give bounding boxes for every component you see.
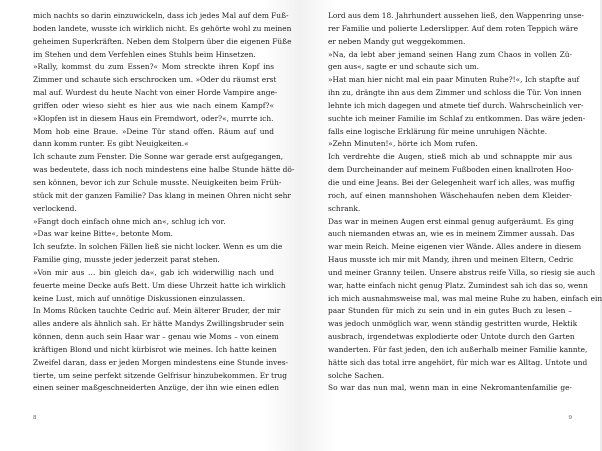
text-line: kräftigen Blond und nicht kürbisrot wie meines. Ich hatte keinen	[33, 344, 277, 354]
text-line: Ich verdrehte die Augen, stieß mich ab und schnappte mir aus	[328, 152, 572, 162]
text-line: was jedoch unmöglich war, wenn ständig gestritten wurde, Hektik	[328, 319, 578, 329]
text-line: keine Lust, mich auf unnötige Diskussionen einzulassen.	[33, 293, 246, 303]
text-line: »Fangt doch einfach ohne mich an«, schlug ich vor.	[33, 216, 226, 226]
right-page	[300, 0, 600, 451]
text-line: »Na, da lebt aber jemand seinen Hang zum Chaos in vollen Zü-	[328, 49, 572, 59]
text-line: ihn zu, drängte ihn aus dem Zimmer und schloss die Tür. Von innen	[328, 88, 582, 98]
text-line: ausbrach, irgendetwas explodierte oder Untote durch den Garten	[328, 332, 575, 342]
text-line: »Von mir aus … bin gleich da«, gab ich widerwillig nach und	[33, 267, 274, 277]
text-line: »Hat man hier nicht mal ein paar Minuten Ruhe?!«, Ich stapfte auf	[328, 75, 580, 85]
text-line: schrank.	[328, 203, 361, 213]
text-line: falls eine logische Erklärung für meine unruhigen Nächte.	[328, 126, 548, 136]
text-line: wanderten. Für fast jeden, den ich außerhalb meiner Familie kannte,	[328, 344, 588, 354]
text-line: Zweifel daran, dass er jeden Morgen mindestens eine Stunde inves-	[33, 357, 288, 367]
text-line: In Moms Rücken tauchte Cedric auf. Mein älterer Bruder, der mir	[33, 306, 281, 316]
text-line: alles andere als ähnlich sah. Er hätte Mandys Zwillingsbruder sein	[33, 319, 285, 329]
text-line: »Zehn Minuten!«, hörte ich Mom rufen.	[328, 139, 478, 149]
text-line: griffen oder wieso sieht es hier aus wie nach einem Kampf?«	[33, 100, 274, 110]
text-line: können, denn auch sein Haar war – genau wie Moms – von einem	[33, 332, 279, 342]
left-page-text	[33, 10, 295, 395]
text-line: war mein Reich. Meine eigenen vier Wände. Alles andere in diesem	[328, 242, 582, 252]
text-line: suchte ich meiner Familie im Schlaf zu entkommen. Das wäre jeden-	[328, 113, 586, 123]
text-line: boden landete, wusste ich wirklich nicht. Es gehörte wohl zu meinen	[33, 23, 292, 33]
text-line: Das war in meinen Augen erst einmal genug aufgeräumt. Es ging	[328, 216, 574, 226]
text-line: Lord aus dem 18. Jahrhundert aussehen ließ, den Wappenring unse-	[328, 11, 584, 20]
text-line: Ich schaute zum Fenster. Die Sonne war gerade erst aufgegangen,	[33, 152, 284, 162]
text-line: paar Stunden für mich zu sein und in ein gutes Buch zu lesen –	[328, 306, 572, 316]
text-line: stück mit der ganzen Familie? Das klang in meinen Ohren nicht sehr	[33, 190, 291, 200]
text-line: die und eine Jeans. Bei der Gelegenheit warf ich alles, was mufﬁg	[328, 177, 575, 187]
right-page-text	[328, 10, 602, 395]
text-line: was bedeutete, dass ich noch mindestens eine halbe Stunde hätte dö-	[33, 165, 295, 175]
text-line: hätte sich das total irre angehört, für mich war es Alltag. Untote und	[328, 357, 588, 367]
text-line: »Das war keine Bitte«, betonte Mom.	[33, 229, 173, 239]
text-line: gen aus«, sagte er und schaute sich um.	[328, 62, 479, 72]
text-line: Mom hob eine Braue. »Deine Tür stand offen. Räum auf und	[33, 126, 274, 136]
left-page	[0, 0, 300, 451]
left-page-number: 8	[33, 415, 37, 421]
text-line: »Rally, kommst du zum Essen?« Mom streckte ihren Kopf ins	[33, 62, 274, 72]
text-line: »Klopfen ist in diesem Haus ein Fremdwort, oder?«, murrte ich.	[33, 113, 274, 123]
text-line: lehnte ich mich dagegen und atmete tief durch. Wahrscheinlich ver-	[328, 100, 584, 110]
text-line: war, hatte einfach nicht genug Platz. Zumindest sah ich das so, wenn	[328, 280, 588, 290]
text-line: dem Durcheinander auf meinem Fußboden einen knallroten Hoo-	[328, 165, 574, 175]
text-line: dann komm runter. Es gibt Neuigkeiten.«	[33, 139, 189, 149]
text-line: mal auf. Wurdest du heute Nacht von einer Horde Vampire ange-	[33, 88, 278, 98]
right-page-number: 9	[568, 415, 572, 421]
text-line: sen können, bevor ich zur Schule musste. Neuigkeiten beim Früh-	[33, 177, 282, 187]
text-line: verlockend.	[33, 203, 77, 213]
text-line: tierte, um seine perfekt sitzende Gelfrisur hinzubekommen. Er trug	[33, 370, 287, 380]
text-line: einen seiner maßgeschneiderten Anzüge, der ihn wie einen edlen	[33, 383, 280, 393]
text-line: Zimmer und schaute sich erschrocken um. »Oder du räumst erst	[33, 75, 277, 85]
text-line: und meiner Granny teilen. Unsere abstrus reife Villa, so riesig sie auch	[328, 267, 596, 277]
text-line: er neben Mandy gut weggekommen.	[328, 36, 466, 46]
text-line: Familie ging, musste jeder jederzeit parat stehen.	[33, 255, 220, 265]
text-line: im Stehen und dem Verfehlen eines Stuhls beim Hinsetzen.	[33, 49, 256, 59]
text-line: solche Sachen.	[328, 370, 385, 380]
text-line: mich nachts so darin einzuwickeln, dass ich jedes Mal auf dem Fuß-	[33, 11, 289, 20]
text-line: So war das nun mal, wenn man in eine Nekromantenfamilie ge-	[328, 383, 572, 393]
text-line: feuerte meine Decke aufs Bett. Um diese Uhrzeit hatte ich wirklich	[33, 280, 286, 290]
text-line: roch, auf einen mannshohen Wäschehaufen neben dem Kleider-	[328, 190, 572, 200]
text-line: Ich seufzte. In solchen Fällen ließ sie nicht locker. Wenn es um die	[33, 242, 283, 252]
text-line: auch niemanden etwas an, wie es in meinem Zimmer aussah. Das	[328, 229, 575, 239]
text-line: geheimen Superkräften. Neben dem Stolpern über die eigenen Füße	[33, 36, 292, 46]
text-line: ich mich ausnahmsweise mal, was mal meine Ruhe zu haben, einfach ein	[328, 293, 602, 303]
text-line: Haus musste ich mir mit Mandy, ihren und meinen Eltern, Cedric	[328, 255, 574, 265]
text-line: rer Familie und polierte Lederslipper. Auf dem roten Teppich wäre	[328, 23, 578, 33]
